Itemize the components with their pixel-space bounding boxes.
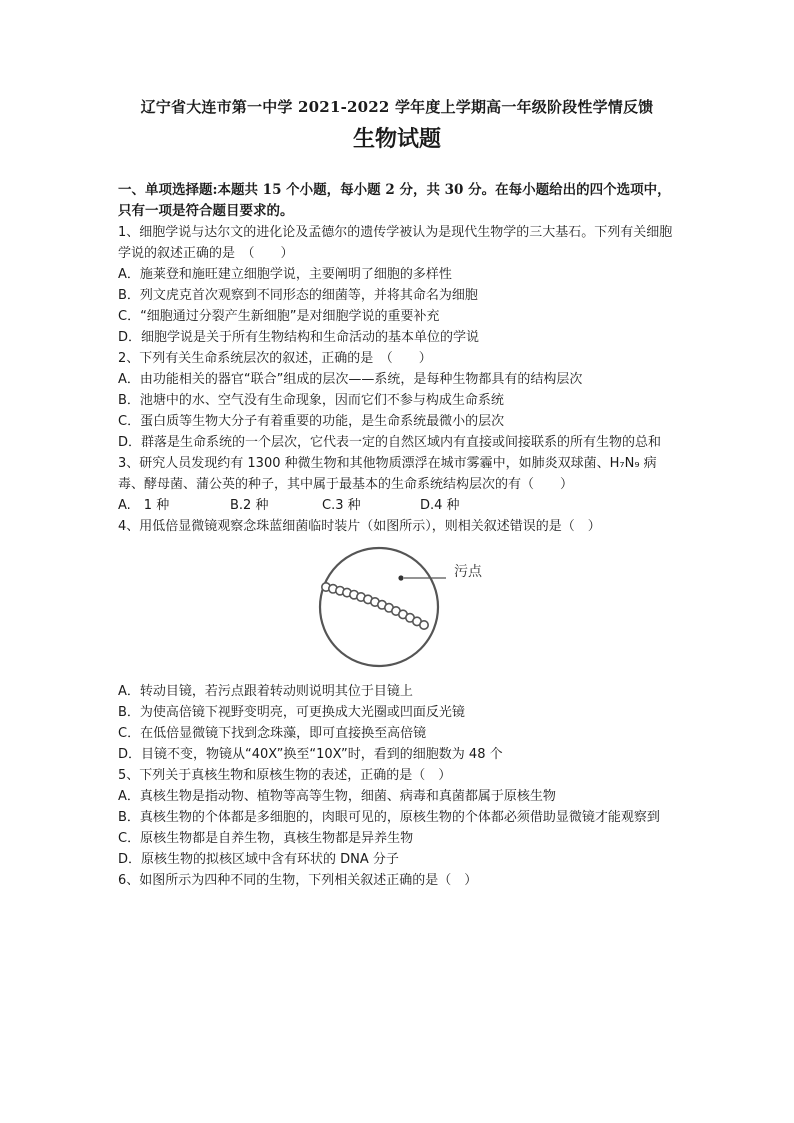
microscope-figure	[118, 541, 678, 677]
option-b: B．为使高倍镜下视野变明亮，可更换成大光圈或凹面反光镜	[118, 705, 465, 720]
exam-subject: 生物试题	[352, 126, 441, 152]
option-b: B．列文虎克首次观察到不同形态的细菌等，并将其命名为细胞	[118, 288, 478, 303]
question-1	[118, 222, 678, 348]
option-b: B．池塘中的水、空气没有生命现象，因而它们不参与构成生命系统	[118, 393, 504, 408]
section-heading: 一、单项选择题:本题共 15 个小题，每小题 2 分，共 30 分。在每小题给出的四个选项中，只有一项是符合题目要求的。	[118, 182, 671, 219]
question-stem: 2、下列有关生命系统层次的叙述，正确的是 （ ）	[118, 351, 432, 366]
question-4	[118, 516, 678, 765]
option-c: C．原核生物都是自养生物，真核生物都是异养生物	[118, 831, 414, 846]
smudge-label: 污点	[454, 564, 482, 580]
question-stem: 3、研究人员发现约有 1300 种微生物和其他物质漂浮在城市雾霾中，如肺炎双球菌、H₇N₉ 病毒、酵母菌、蒲公英的种子，其中属于最基本的生命系统结构层次的有（ ）	[118, 456, 657, 492]
options-row	[118, 495, 678, 516]
option-c: C.3 种	[322, 498, 361, 513]
question-stem: 4、用低倍显微镜观察念珠蓝细菌临时装片（如图所示），则相关叙述错误的是（ ）	[118, 519, 601, 534]
option-d: D．细胞学说是关于所有生物结构和生命活动的基本单位的学说	[118, 330, 480, 345]
question-3	[118, 453, 678, 516]
option-a: A. 1 种	[118, 498, 170, 513]
option-a: A．真核生物是指动物、植物等高等生物，细菌、病毒和真菌都属于原核生物	[118, 789, 556, 804]
question-5	[118, 765, 678, 870]
option-d: D．原核生物的拟核区域中含有环状的 DNA 分子	[118, 852, 399, 867]
option-a: A．由功能相关的器官“联合”组成的层次——系统，是每种生物都具有的结构层次	[118, 372, 583, 387]
option-b: B．真核生物的个体都是多细胞的，肉眼可见的，原核生物的个体都必须借助显微镜才能观察到	[118, 810, 660, 825]
question-2	[118, 348, 678, 453]
question-stem: 5、下列关于真核生物和原核生物的表述，正确的是（ ）	[118, 768, 452, 783]
question-6	[118, 870, 678, 891]
option-a: A．施莱登和施旺建立细胞学说，主要阐明了细胞的多样性	[118, 267, 452, 282]
exam-title: 辽宁省大连市第一中学 2021-2022 学年度上学期高一年级阶段性学情反馈	[140, 98, 654, 116]
exam-body	[118, 180, 678, 891]
option-d: D．目镜不变，物镜从“40X”换至“10X”时，看到的细胞数为 48 个	[118, 747, 503, 762]
option-d: D．群落是生命系统的一个层次，它代表一定的自然区域内有直接或间接联系的所有生物的总和	[118, 435, 662, 450]
option-c: C．蛋白质等生物大分子有着重要的功能，是生命系统最微小的层次	[118, 414, 505, 429]
option-d: D.4 种	[420, 498, 460, 513]
cell-bead	[420, 621, 428, 629]
microscope-field-diagram	[316, 541, 446, 673]
option-c: C．在低倍显微镜下找到念珠藻，即可直接换至高倍镜	[118, 726, 427, 741]
option-c: C．“细胞通过分裂产生新细胞”是对细胞学说的重要补充	[118, 309, 440, 324]
option-b: B.2 种	[230, 498, 269, 513]
question-stem: 6、如图所示为四种不同的生物，下列相关叙述正确的是（ ）	[118, 873, 478, 888]
question-stem: 1、细胞学说与达尔文的进化论及孟德尔的遗传学被认为是现代生物学的三大基石。下列有关细胞学说的叙述正确的是 （ ）	[118, 225, 673, 261]
option-a: A．转动目镜，若污点跟着转动则说明其位于目镜上	[118, 684, 413, 699]
